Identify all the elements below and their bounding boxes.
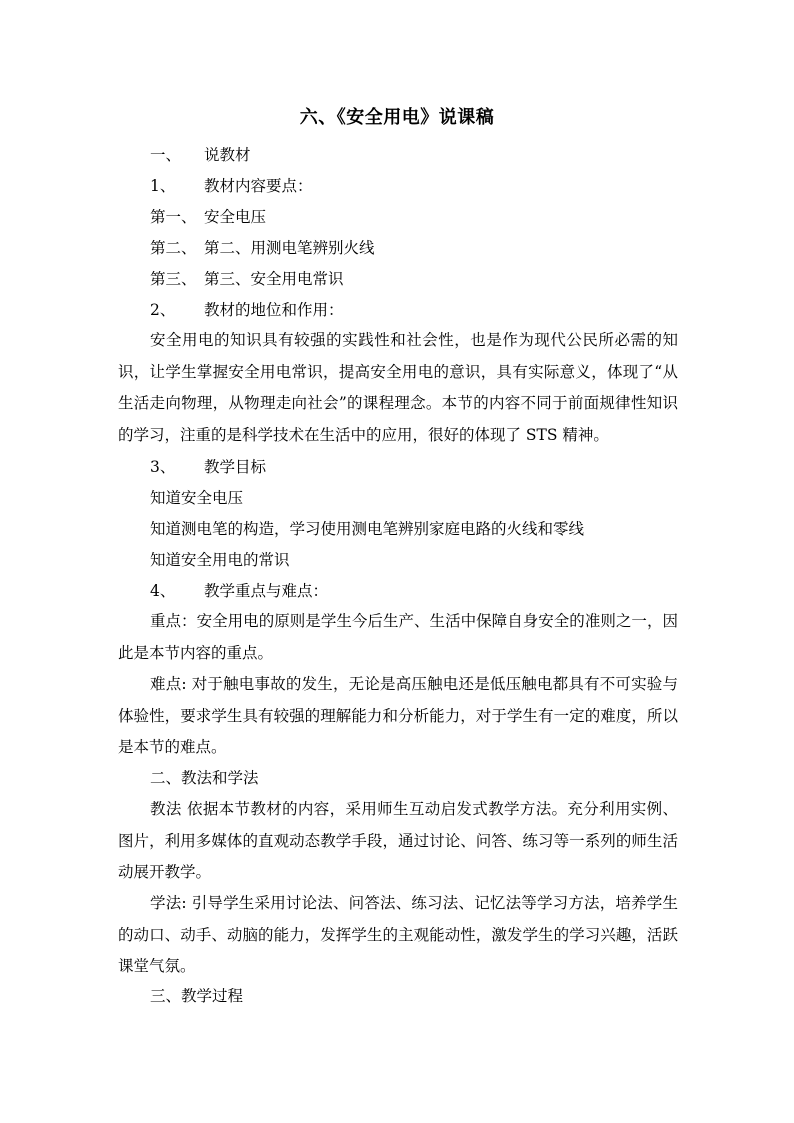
paragraph-role-and-significance: 安全用电的知识具有较强的实践性和社会性，也是作为现代公民所必需的知识，让学生掌握安全用电常识，提高安全用电的意识，具有实际意义，体现了“从生活走向物理，从物理走向社会”的课程理念。本节的内容不同于前面规律性知识的学习，注重的是科学技术在生活中的应用，很好的体现了 STS 精神。 [118, 331, 678, 444]
item-label: 教学目标 [204, 458, 267, 476]
point-number: 第二、 [150, 239, 197, 257]
point-2 [150, 237, 375, 259]
paragraph-difficult-point: 难点: 对于触电事故的发生，无论是高压触电还是低压触电都具有不可实验与体验性，要求学生具有较强的理解能力和分析能力，对于学生有一定的难度，所以是本节的难点。 [118, 675, 678, 756]
item-number: 4、 [150, 582, 176, 600]
point-label: 第三、安全用电常识 [204, 270, 344, 288]
goal-1: 知道安全电压 [150, 489, 244, 507]
section-heading-3: 三、教学过程 [150, 987, 244, 1005]
point-number: 第三、 [150, 270, 197, 288]
section-heading-2: 二、教法和学法 [150, 769, 259, 787]
section-label: 说教材 [204, 146, 251, 164]
section-number: 一、 [150, 146, 182, 164]
goal-2: 知道测电笔的构造，学习使用测电笔辨别家庭电路的火线和零线 [150, 520, 585, 538]
list-item-4 [150, 580, 328, 602]
item-number: 2、 [150, 301, 176, 319]
item-label: 教材内容要点： [204, 177, 313, 195]
section-heading-1 [150, 144, 251, 166]
point-1 [150, 206, 266, 228]
paragraph-learning-method: 学法: 引导学生采用讨论法、问答法、练习法、记忆法等学习方法，培养学生的动口、动手、动脑的能力，发挥学生的主观能动性，激发学生的学习兴趣，活跃课堂气氛。 [118, 894, 678, 975]
paragraph-key-point: 重点：安全用电的原则是学生今后生产、生活中保障自身安全的准则之一，因此是本节内容的重点。 [118, 612, 678, 662]
item-number: 3、 [150, 458, 176, 476]
list-item-1 [150, 175, 313, 197]
item-label: 教材的地位和作用： [204, 301, 344, 319]
list-item-2 [150, 299, 344, 321]
point-label: 第二、用测电笔辨别火线 [204, 239, 375, 257]
goal-3: 知道安全用电的常识 [150, 551, 290, 569]
point-number: 第一、 [150, 208, 197, 226]
point-label: 安全电压 [204, 208, 267, 226]
page-title: 六、《安全用电》说课稿 [299, 107, 495, 128]
item-label: 教学重点与难点： [204, 582, 329, 600]
paragraph-teaching-method: 教法 依据本节教材的内容，采用师生互动启发式教学方法。充分利用实例、图片，利用多媒体的直观动态教学手段，通过讨论、问答、练习等一系列的师生活动展开教学。 [118, 800, 678, 881]
point-3 [150, 268, 344, 290]
item-number: 1、 [150, 177, 176, 195]
list-item-3 [150, 456, 266, 478]
